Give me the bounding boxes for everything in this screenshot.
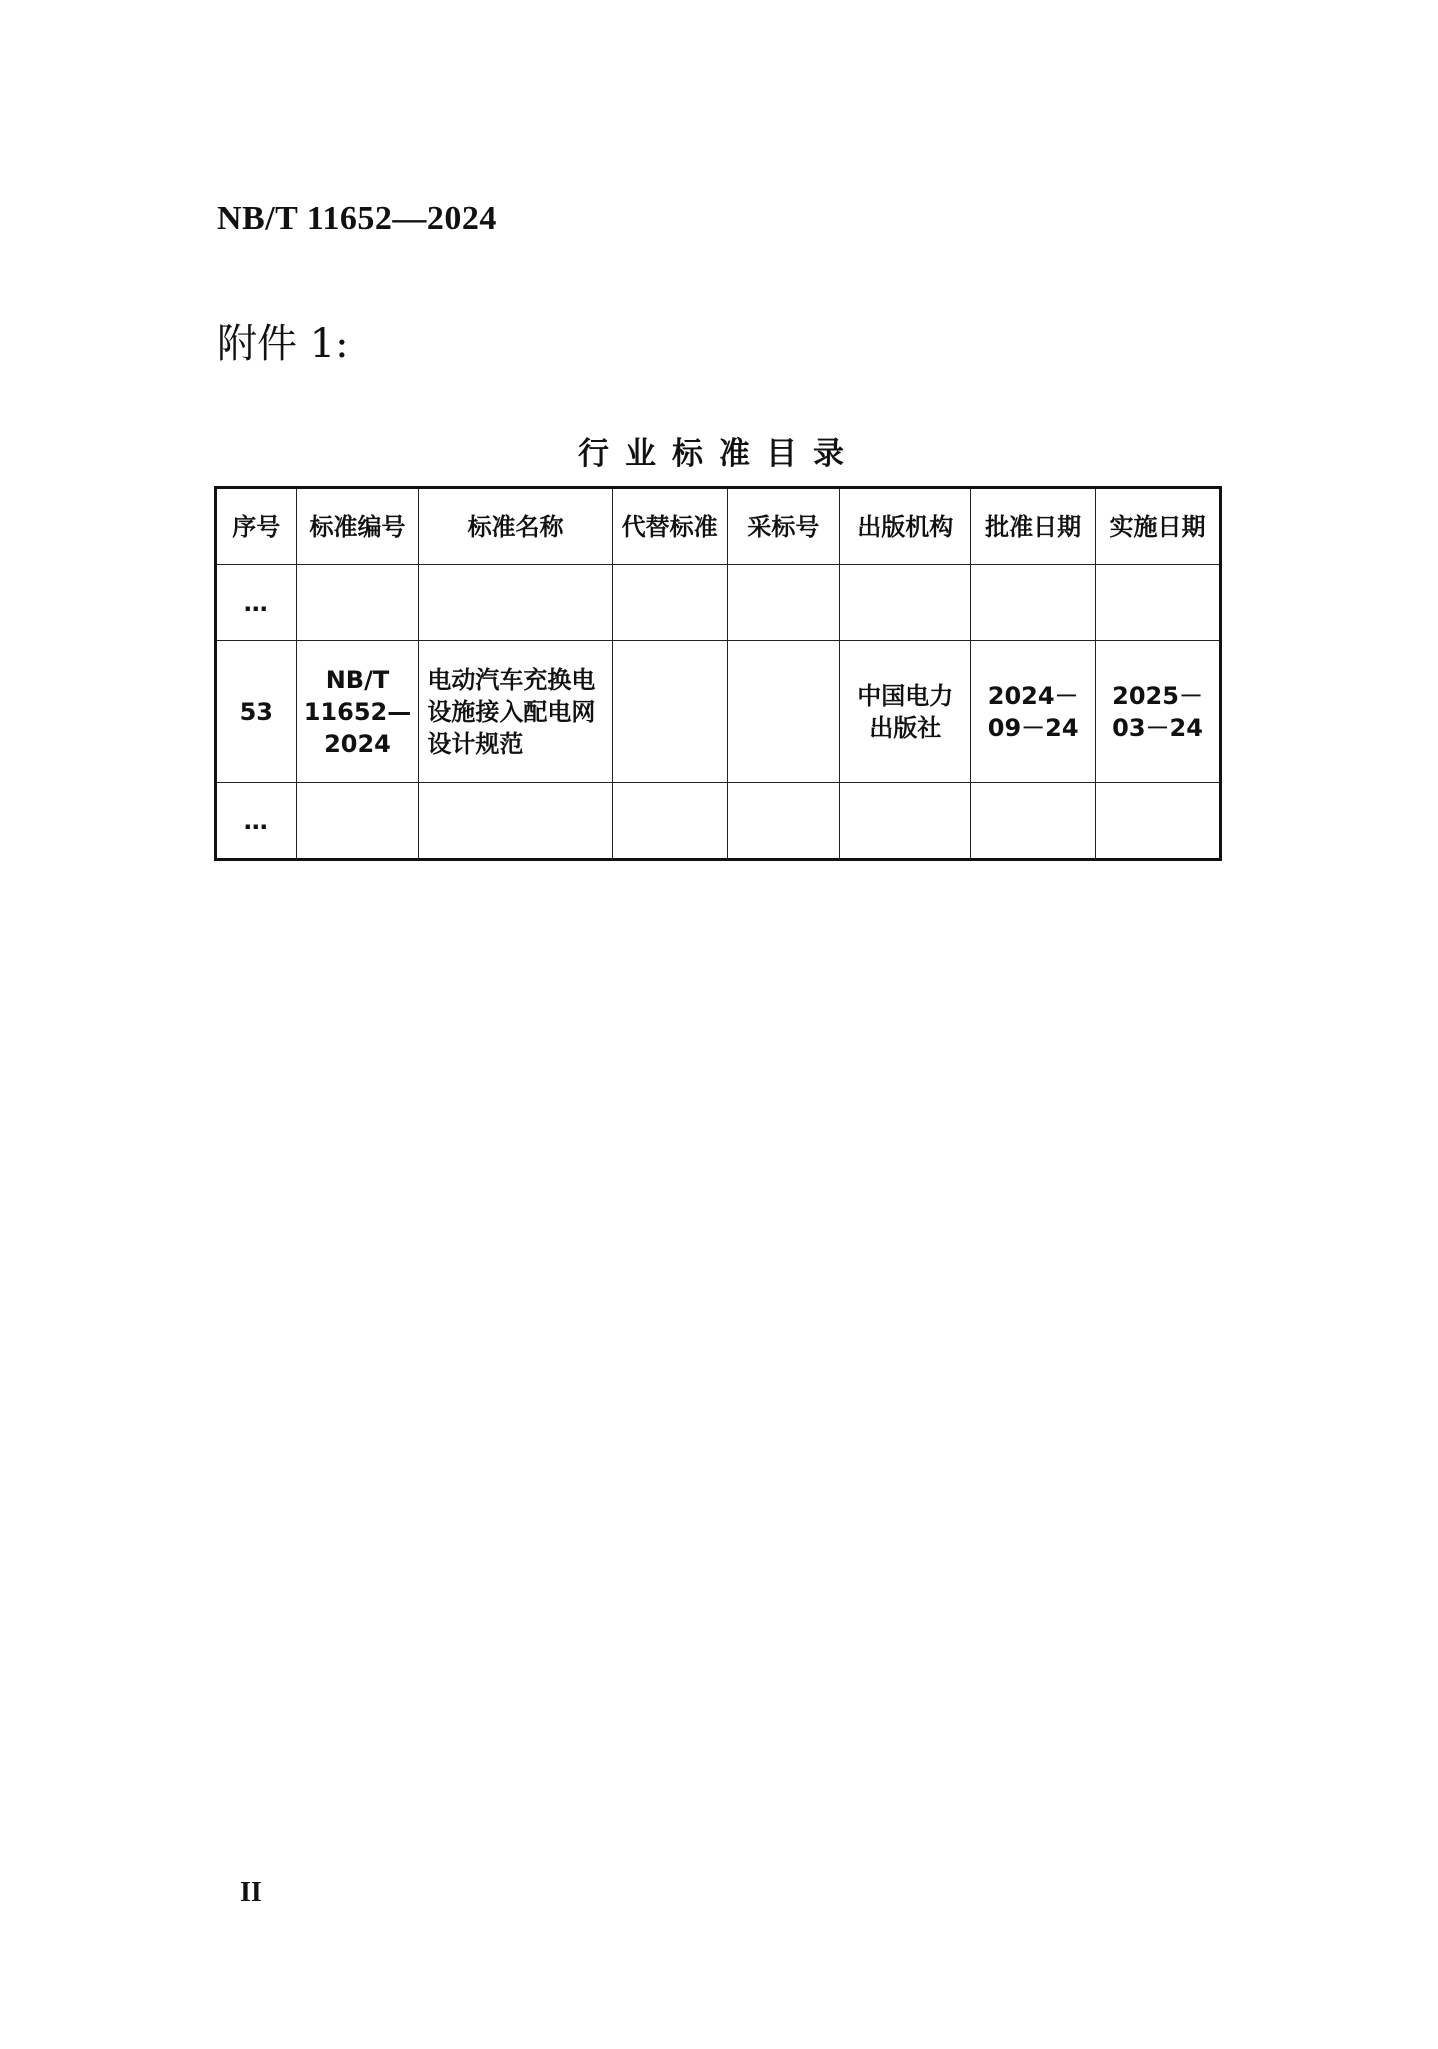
publisher-cell [840, 641, 971, 783]
effective-date-cell [1096, 641, 1221, 783]
approval-date-line: 2024－ [987, 681, 1079, 710]
table-title: 行业标准目录 [578, 436, 860, 472]
col-header-replaces: 代替标准 [612, 488, 727, 565]
empty-cell [612, 565, 727, 641]
empty-cell [419, 783, 612, 860]
ellipsis-cell: … [216, 565, 297, 641]
ellipsis-cell: … [216, 783, 297, 860]
standard-no-line: 2024 [324, 729, 391, 758]
table-row [216, 641, 1221, 783]
empty-cell [1096, 783, 1221, 860]
effective-date-line: 03－24 [1112, 713, 1203, 742]
standard-name-line: 设计规范 [427, 729, 524, 758]
standard-name-line: 电动汽车充换电 [427, 665, 596, 694]
approval-date-line: 09－24 [987, 713, 1079, 742]
col-header-seq: 序号 [216, 488, 297, 565]
table-header-row [216, 488, 1221, 565]
empty-cell [840, 565, 971, 641]
col-header-standard-no: 标准编号 [296, 488, 419, 565]
table-row-ellipsis-top [216, 565, 1221, 641]
approval-date-cell [971, 641, 1096, 783]
col-header-approval-date: 批准日期 [971, 488, 1096, 565]
standards-catalog-table [214, 486, 1222, 861]
replaces-cell [612, 641, 727, 783]
effective-date-line: 2025－ [1112, 681, 1203, 710]
publisher-line: 中国电力 [857, 681, 954, 710]
standard-name-line: 设施接入配电网 [427, 697, 596, 726]
empty-cell [840, 783, 971, 860]
empty-cell [727, 565, 840, 641]
empty-cell [1096, 565, 1221, 641]
empty-cell [971, 783, 1096, 860]
page-number: II [240, 1877, 262, 1908]
col-header-adopted-no: 采标号 [727, 488, 840, 565]
standard-name-cell [419, 641, 612, 783]
empty-cell [296, 565, 419, 641]
empty-cell [727, 783, 840, 860]
empty-cell [971, 565, 1096, 641]
standard-code-header: NB/T 11652—2024 [217, 200, 497, 237]
empty-cell [612, 783, 727, 860]
empty-cell [296, 783, 419, 860]
standard-no-cell [296, 641, 419, 783]
table-row-ellipsis-bottom [216, 783, 1221, 860]
attachment-label: 附件 1: [217, 321, 349, 367]
seq-cell: 53 [216, 641, 297, 783]
standard-no-line: NB/T [325, 665, 390, 694]
col-header-standard-name: 标准名称 [419, 488, 612, 565]
col-header-publisher: 出版机构 [840, 488, 971, 565]
empty-cell [419, 565, 612, 641]
publisher-line: 出版社 [869, 713, 942, 742]
adopted-no-cell [727, 641, 840, 783]
standard-no-line: 11652— [303, 697, 412, 726]
col-header-effective-date: 实施日期 [1096, 488, 1221, 565]
